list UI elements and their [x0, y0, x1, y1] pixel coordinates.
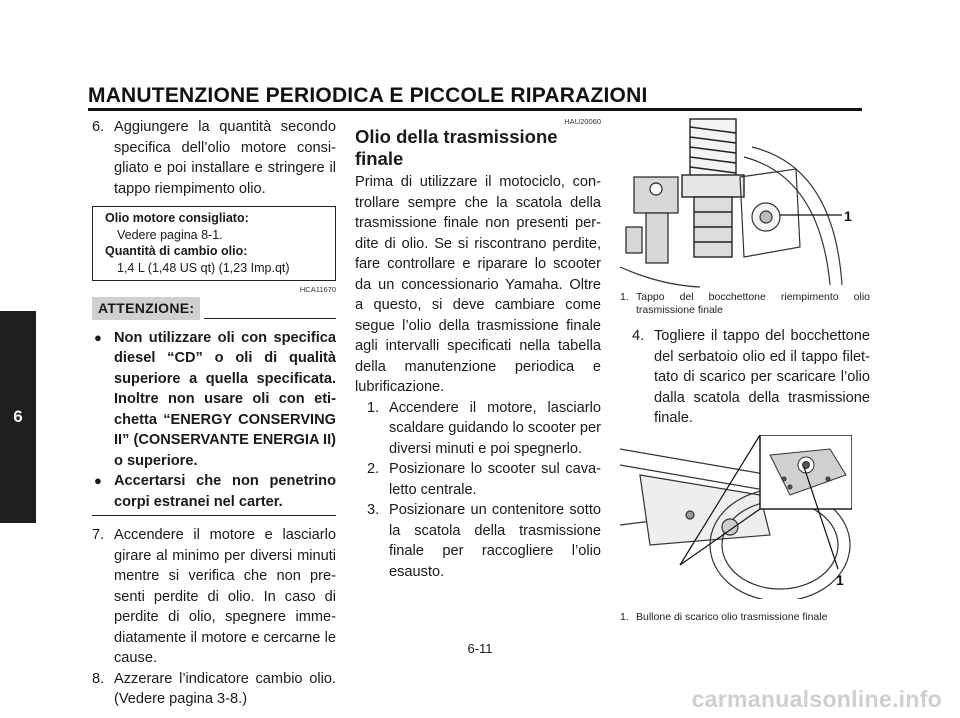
page-number: 6-11 [467, 641, 493, 656]
figure-callout: 1 [844, 208, 852, 224]
step-text: Azzerare l’indicatore cambio olio. (Vedere pagina 3-8.) [114, 670, 336, 707]
bullet-icon: ● [94, 473, 102, 488]
figure-oil-filler-cap [620, 117, 852, 289]
drain-bolt-illustration [620, 435, 852, 599]
step-2 [367, 459, 601, 500]
attention-rule [204, 318, 336, 319]
caption-number: 1. [620, 610, 629, 623]
step-3 [367, 500, 601, 582]
oil-filler-illustration [620, 117, 852, 289]
step-number: 4. [632, 328, 645, 344]
reference-code: HCA11670 [299, 285, 336, 294]
chapter-tab: 6 [0, 311, 36, 523]
figure-caption [620, 611, 870, 624]
section-intro: Prima di utilizzare il motociclo, controllare sempre che la scatola della trasmissione finale non presenti perdite di olio. Se si riscontrano perdite, fare controllare e riparare lo scooter da un concessionario Yamaha. Oltre a questo, si deve cambiare come segue l’olio della trasmissione finale agli intervalli specificati nella tabella della manutenzione periodica e lubrificazione. [355, 174, 601, 395]
step-number: 7. [92, 527, 105, 543]
spec-label-quantity: Quantità di cambio olio: [105, 244, 248, 258]
figure-caption [620, 291, 870, 316]
reference-code: HAU20060 [564, 117, 601, 126]
step-8 [92, 669, 336, 710]
figure-drain-bolt [620, 435, 852, 599]
attention-label: ATTENZIONE: [92, 297, 200, 320]
figure-callout: 1 [836, 571, 844, 588]
step-number: 6. [92, 119, 105, 135]
step-text: Posizionare un contenitore sotto la scatola della trasmissione finale per raccogliere l’olio esausto. [389, 502, 601, 580]
bullet-text: Accertarsi che non penetrino corpi estranei nel carter. [114, 473, 336, 510]
section-title: Olio della trasmissione finale [355, 126, 558, 169]
attention-end-rule [92, 515, 336, 516]
page-header-title: MANUTENZIONE PERIODICA E PICCOLE RIPARAZIONI [88, 84, 648, 107]
watermark: carmanualsonline.info [691, 686, 942, 712]
bullet-icon: ● [94, 329, 102, 345]
step-number: 3. [367, 502, 380, 518]
caption-text: Bullone di scarico olio trasmissione finale [636, 610, 828, 623]
step-number: 2. [367, 461, 380, 477]
step-text: Togliere il tappo del bocchettone del serbatoio olio ed il tappo filettato di scarico per scaricare l’olio dalla scatola della trasmissione finale. [654, 328, 870, 426]
step-text: Accendere il motore e lasciarlo girare al minimo per diversi minuti mentre si verifica che non presenti perdite di olio. In caso di perdite di olio, spegnere immediatamente il motore e cercarne le cause. [114, 527, 336, 666]
step-text: Posizionare lo scooter sul cavaletto centrale. [389, 461, 601, 498]
caption-number: 1. [620, 291, 629, 303]
caption-text: Tappo del bocchettone riempimento olio trasmissione finale [636, 291, 870, 316]
attention-header [92, 297, 336, 320]
step-number: 1. [367, 399, 380, 416]
column-middle [355, 117, 601, 582]
step-text: Accendere il motore, lasciarlo scaldare guidando lo scooter per diversi minuti e poi spegnerlo. [389, 399, 601, 457]
step-number: 8. [92, 670, 105, 687]
step-6 [92, 117, 336, 199]
spec-value-quantity: 1,4 L (1,48 US qt) (1,23 Imp.qt) [117, 260, 290, 275]
spec-value-oil: Vedere pagina 8-1. [117, 227, 223, 242]
spec-label-oil: Olio motore consigliato: [105, 211, 249, 225]
oil-spec-box [92, 206, 336, 281]
bullet-text: Non utilizzare oli con specifica diesel “CD” o oli di qualità superiore a quella specificata. Inoltre non usare oli con etichetta “ENERGY CONSERVING II” (CONSERVANTE ENERGIA II) o superiore. [114, 329, 336, 469]
column-left [92, 117, 336, 710]
header-rule [88, 108, 862, 111]
step-4 [632, 326, 870, 429]
attention-bullet-2 [92, 471, 336, 512]
column-right [620, 117, 870, 623]
step-text: Aggiungere la quantità secondo specifica dell’olio motore consigliato e poi installare e stringere il tappo riempimento olio. [114, 119, 336, 197]
attention-bullet-1 [92, 328, 336, 472]
step-1 [367, 398, 601, 460]
